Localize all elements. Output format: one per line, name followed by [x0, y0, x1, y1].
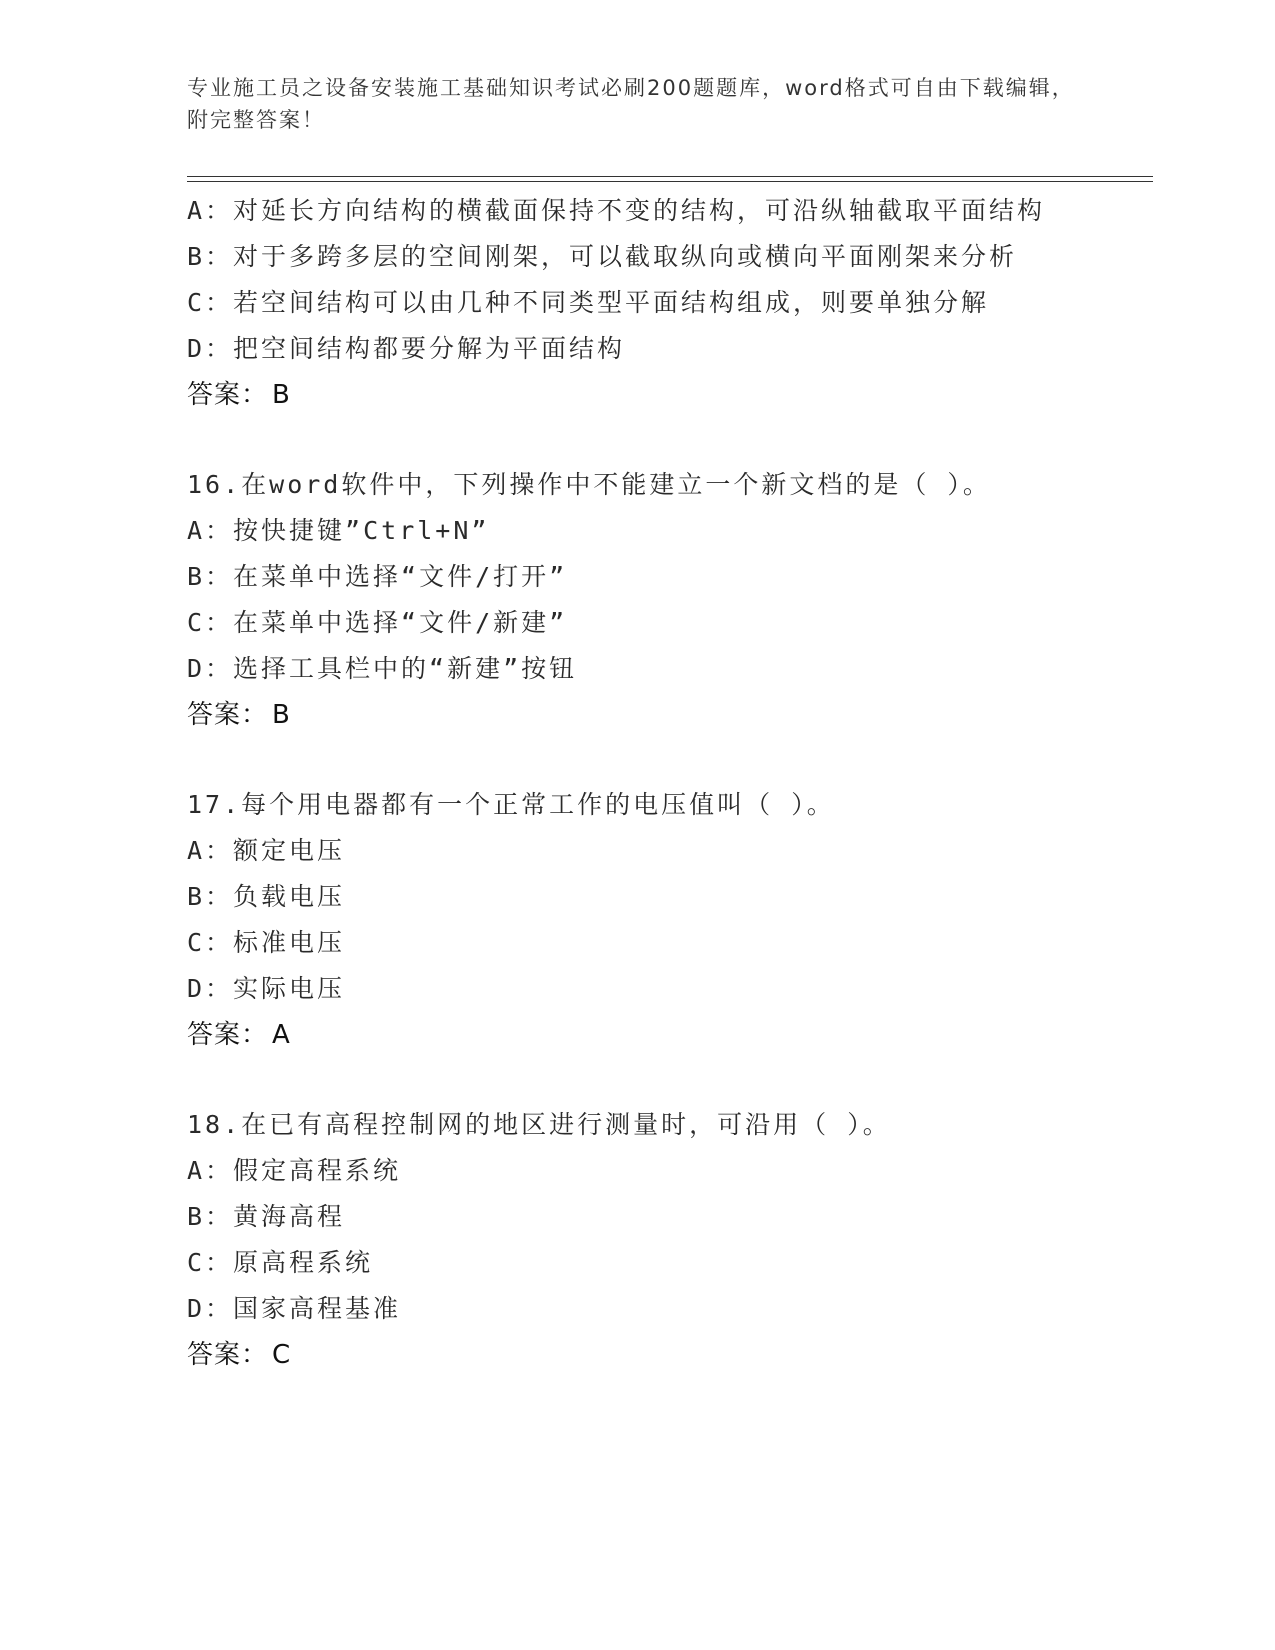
option-d: D：实际电压	[187, 974, 346, 1003]
spacer	[187, 418, 1147, 462]
question-18	[187, 1102, 1147, 1378]
option-c: C：在菜单中选择“文件/新建”	[187, 608, 568, 637]
option-c: C：若空间结构可以由几种不同类型平面结构组成，则要单独分解	[187, 288, 990, 317]
option-b: B：负载电压	[187, 882, 346, 911]
question-17	[187, 782, 1147, 1058]
question-stem: 16.在word软件中，下列操作中不能建立一个新文档的是（ ）。	[187, 470, 991, 499]
answer-value: A	[272, 1020, 291, 1050]
question-15-continued	[187, 188, 1147, 418]
option-a: A：按快捷键”Ctrl+N”	[187, 516, 490, 545]
option-a: A：假定高程系统	[187, 1156, 402, 1185]
answer-label: 答案：	[187, 700, 269, 730]
document-header	[187, 72, 1087, 136]
option-b: B：黄海高程	[187, 1202, 346, 1231]
option-c: C：标准电压	[187, 928, 346, 957]
option-d: D：选择工具栏中的“新建”按钮	[187, 654, 578, 683]
answer-line	[187, 1332, 1147, 1378]
answer-label: 答案：	[187, 1020, 269, 1050]
option-b: B：在菜单中选择“文件/打开”	[187, 562, 568, 591]
answer-value: B	[272, 380, 291, 410]
header-rule-bottom	[187, 181, 1153, 182]
document-title: 专业施工员之设备安装施工基础知识考试必刷200题题库，word格式可自由下载编辑，附完整答案！	[187, 76, 1075, 132]
question-stem: 17.每个用电器都有一个正常工作的电压值叫（ ）。	[187, 790, 835, 819]
header-rule-top	[187, 176, 1153, 177]
spacer	[187, 738, 1147, 782]
option-a: A：对延长方向结构的横截面保持不变的结构，可沿纵轴截取平面结构	[187, 196, 1046, 225]
question-stem: 18.在已有高程控制网的地区进行测量时，可沿用（ ）。	[187, 1110, 891, 1139]
answer-line	[187, 372, 1147, 418]
option-d: D：把空间结构都要分解为平面结构	[187, 334, 626, 363]
answer-line	[187, 1012, 1147, 1058]
answer-label: 答案：	[187, 1340, 269, 1370]
answer-value: C	[272, 1340, 292, 1370]
option-c: C：原高程系统	[187, 1248, 374, 1277]
answer-line	[187, 692, 1147, 738]
spacer	[187, 1058, 1147, 1102]
option-d: D：国家高程基准	[187, 1294, 402, 1323]
document-body	[187, 188, 1147, 1378]
question-16	[187, 462, 1147, 738]
option-a: A：额定电压	[187, 836, 346, 865]
option-b: B：对于多跨多层的空间刚架，可以截取纵向或横向平面刚架来分析	[187, 242, 1018, 271]
answer-value: B	[272, 700, 291, 730]
answer-label: 答案：	[187, 380, 269, 410]
